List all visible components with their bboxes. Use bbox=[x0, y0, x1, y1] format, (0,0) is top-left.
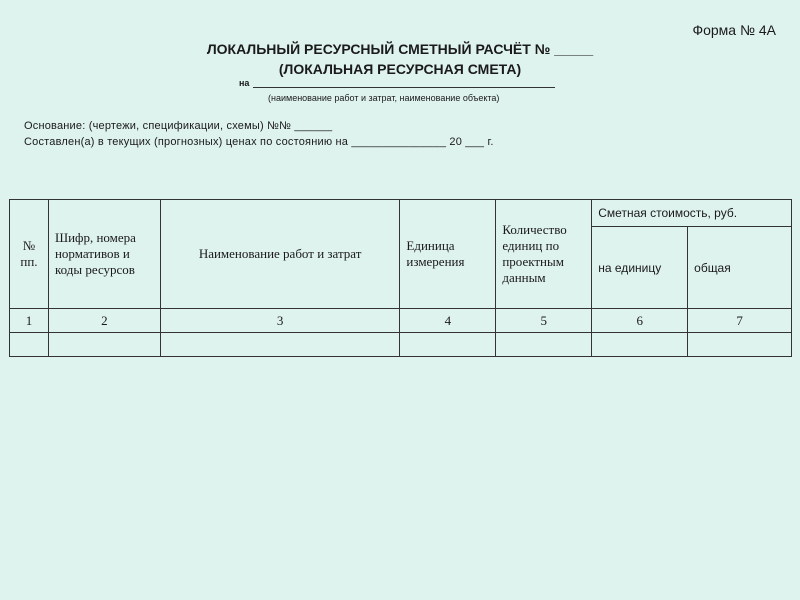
basis-line: Основание: (чертежи, спецификации, схемы) №№ ______ bbox=[24, 120, 333, 132]
column-number: 3 bbox=[160, 309, 400, 333]
empty-cell bbox=[688, 333, 792, 357]
column-number-row bbox=[10, 309, 792, 333]
empty-cell bbox=[400, 333, 496, 357]
column-number: 7 bbox=[688, 309, 792, 333]
empty-cell bbox=[160, 333, 400, 357]
column-number: 6 bbox=[592, 309, 688, 333]
price-date-line: Составлен(а) в текущих (прогнозных) ценах по состоянию на _______________ 20 ___ г. bbox=[24, 136, 494, 148]
empty-cell bbox=[10, 333, 49, 357]
empty-row bbox=[10, 333, 792, 357]
object-name-line bbox=[239, 78, 555, 88]
header-quantity: Количество единиц по проектным данным bbox=[496, 200, 592, 309]
empty-cell bbox=[592, 333, 688, 357]
header-unit: Единица измерения bbox=[400, 200, 496, 309]
header-cost-per-unit: на единицу bbox=[592, 227, 688, 309]
column-number: 5 bbox=[496, 309, 592, 333]
header-cost-total: общая bbox=[688, 227, 792, 309]
empty-cell bbox=[48, 333, 160, 357]
object-name-label: на bbox=[239, 78, 250, 88]
document-subtitle: (ЛОКАЛЬНАЯ РЕСУРСНАЯ СМЕТА) bbox=[278, 61, 522, 77]
header-name: Наименование работ и затрат bbox=[160, 200, 400, 309]
estimate-table bbox=[9, 199, 792, 357]
object-name-caption: (наименование работ и затрат, наименование объекта) bbox=[268, 93, 500, 103]
empty-cell bbox=[496, 333, 592, 357]
form-number: Форма № 4А bbox=[692, 22, 776, 38]
document-title: ЛОКАЛЬНЫЙ РЕСУРСНЫЙ СМЕТНЫЙ РАСЧЁТ № _____ bbox=[206, 41, 594, 57]
header-code: Шифр, номера нормативов и коды ресурсов bbox=[48, 200, 160, 309]
column-number: 1 bbox=[10, 309, 49, 333]
object-name-underline bbox=[253, 78, 555, 88]
column-number: 4 bbox=[400, 309, 496, 333]
column-number: 2 bbox=[48, 309, 160, 333]
header-num: № пп. bbox=[10, 200, 49, 309]
header-cost: Сметная стоимость, руб. bbox=[592, 200, 792, 227]
